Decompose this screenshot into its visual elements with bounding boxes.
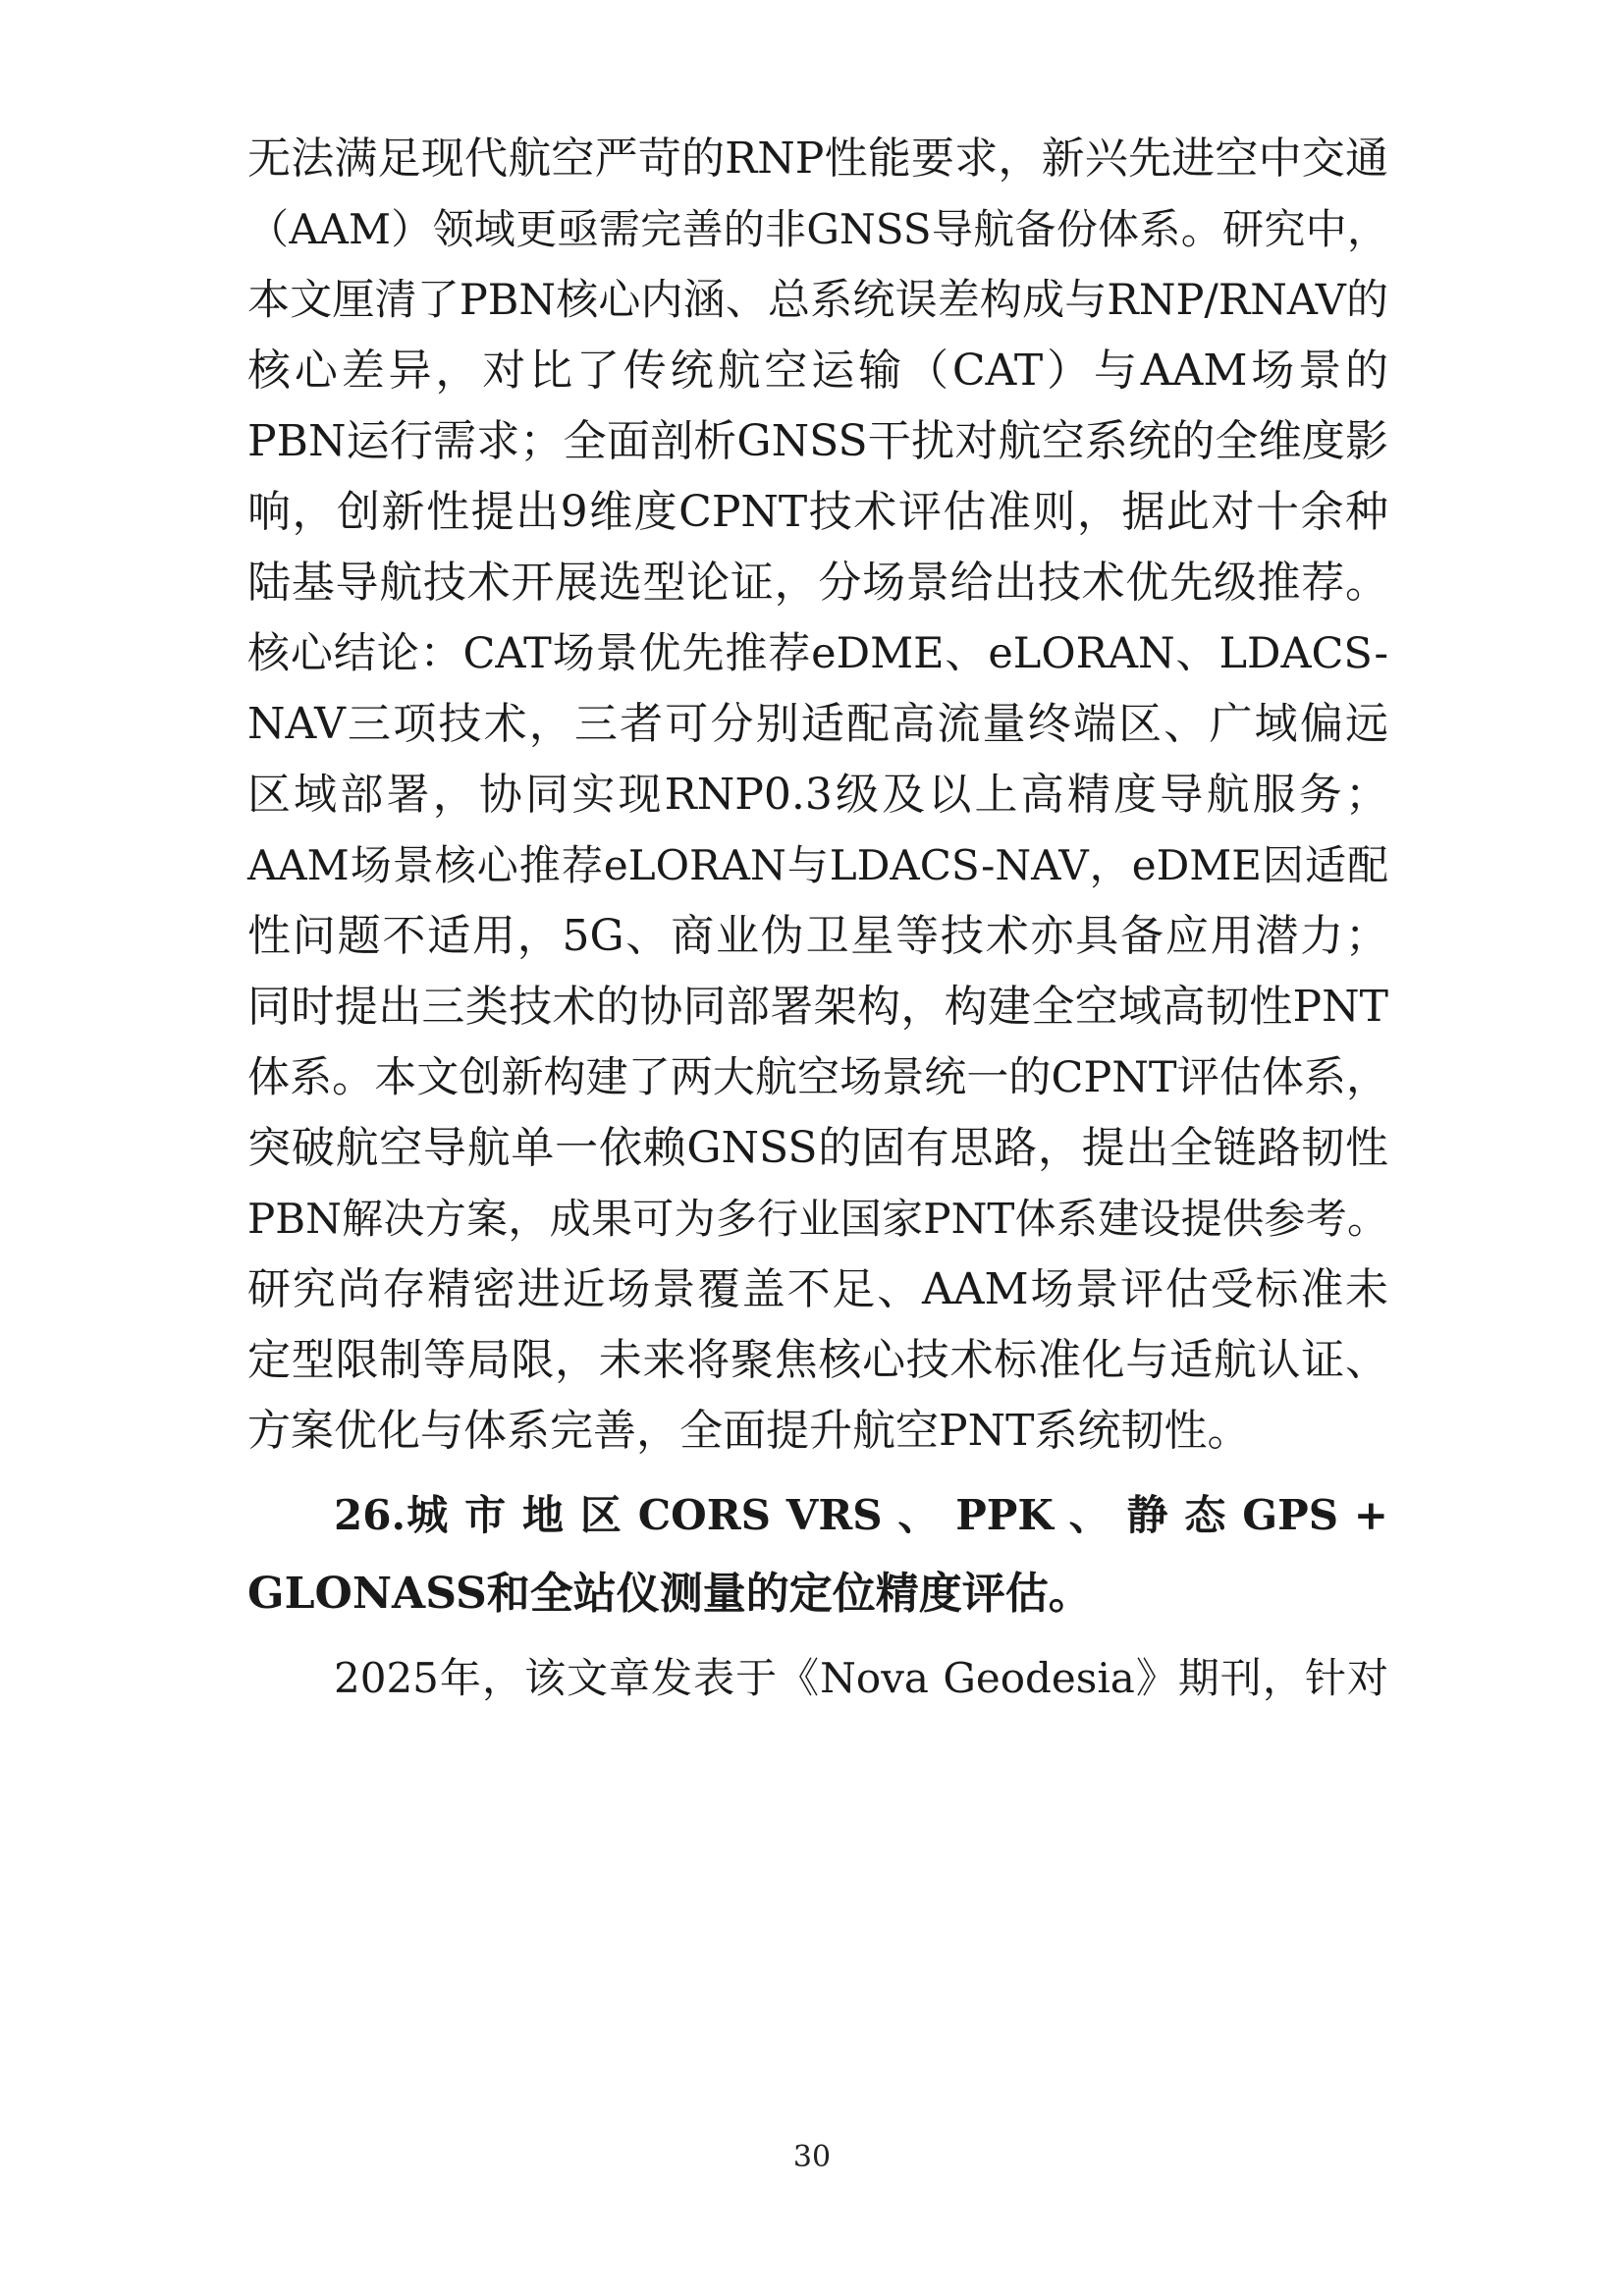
body-line: 研究尚存精密进近场景覆盖不足、AAM场景评估受标准未 xyxy=(247,1264,1388,1314)
document-page xyxy=(247,0,1388,2296)
body-line: AAM场景核心推荐eLORAN与LDACS-NAV，eDME因适配 xyxy=(247,841,1388,889)
body-line: 无法满足现代航空严苛的RNP性能要求，新兴先进空中交通 xyxy=(247,133,1388,184)
body-line: PBN解决方案，成果可为多行业国家PNT体系建设提供参考。 xyxy=(247,1195,1388,1243)
body-line: PBN运行需求；全面剖析GNSS干扰对航空系统的全维度影 xyxy=(247,416,1388,466)
page-number: 30 xyxy=(792,2140,832,2174)
body-line: 体系。本文创新构建了两大航空场景统一的CPNT评估体系， xyxy=(247,1053,1388,1102)
body-line: 陆基导航技术开展选型论证，分场景给出技术优先级推荐。 xyxy=(247,558,1388,608)
body-line: 本文厘清了PBN核心内涵、总系统误差构成与RNP/RNAV的 xyxy=(247,276,1388,325)
body-line: NAV三项技术，三者可分别适配高流量终端区、广域偏远 xyxy=(247,699,1388,749)
section-heading-line-1: 26.城 市 地 区 CORS VRS 、 PPK 、 静 态 GPS + xyxy=(334,1491,1388,1539)
body-line: 方案优化与体系完善，全面提升航空PNT系统韧性。 xyxy=(247,1406,1251,1456)
body-line: 突破航空导航单一依赖GNSS的固有思路，提出全链路韧性 xyxy=(247,1123,1388,1173)
body-line: 定型限制等局限，未来将聚焦核心技术标准化与适航认证、 xyxy=(247,1335,1388,1385)
intro-line: 2025年，该文章发表于《Nova Geodesia》期刊，针对 xyxy=(334,1654,1388,1702)
body-line: （AAM）领域更亟需完善的非GNSS导航备份体系。研究中， xyxy=(247,205,1388,253)
body-line: 核心差异，对比了传统航空运输（CAT）与AAM场景的 xyxy=(247,346,1388,396)
body-line: 核心结论：CAT场景优先推荐eDME、eLORAN、LDACS- xyxy=(247,629,1388,678)
section-heading-line-2: GLONASS和全站仪测量的定位精度评估。 xyxy=(247,1569,1092,1619)
body-line: 响，创新性提出9维度CPNT技术评估准则，据此对十余种 xyxy=(247,487,1388,537)
body-line: 性问题不适用，5G、商业伪卫星等技术亦具备应用潜力； xyxy=(247,911,1388,961)
body-line: 区域部署，协同实现RNP0.3级及以上高精度导航服务； xyxy=(247,770,1388,820)
body-line: 同时提出三类技术的协同部署架构，构建全空域高韧性PNT xyxy=(247,982,1388,1032)
